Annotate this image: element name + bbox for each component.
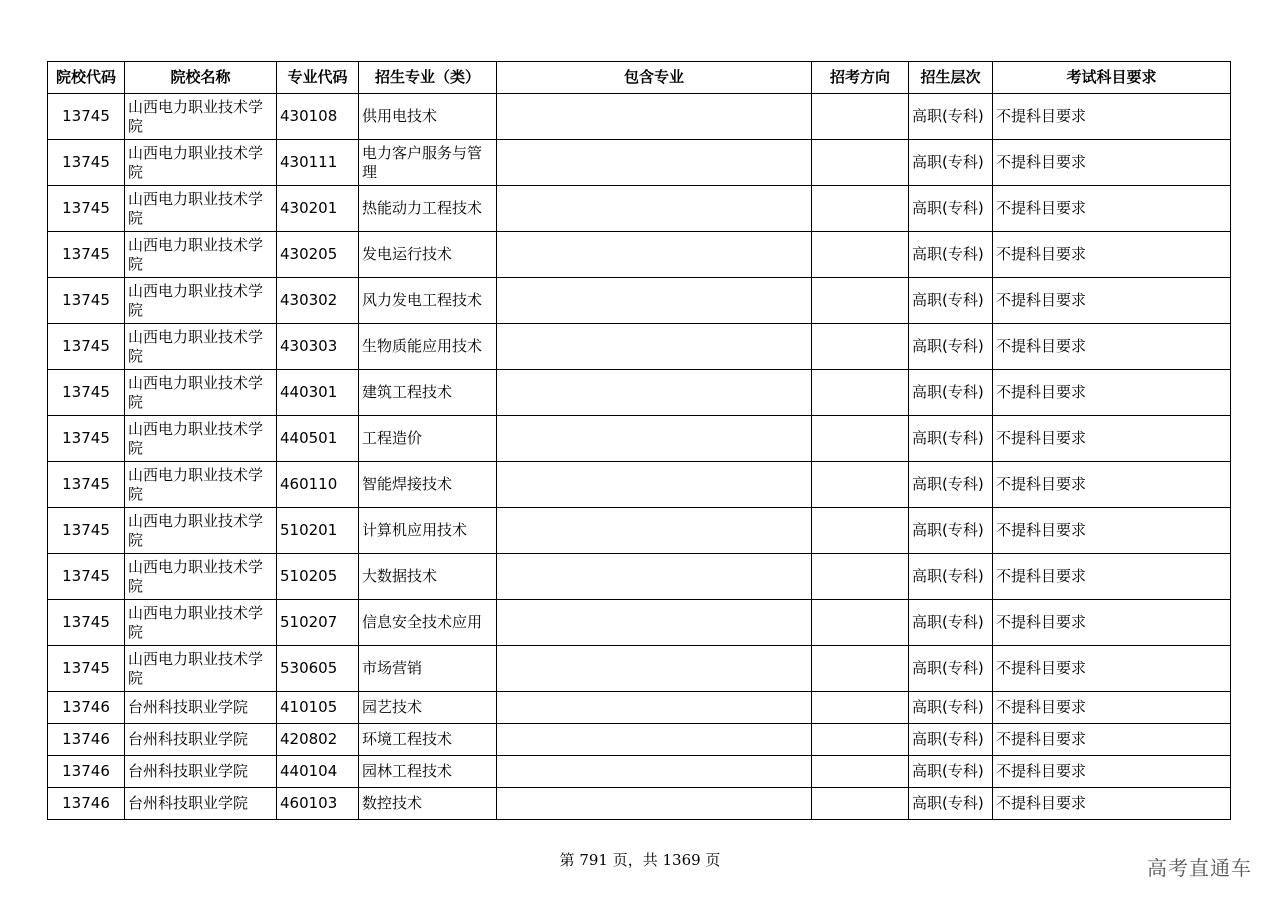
header-direction: 招考方向 [812, 62, 909, 94]
cell-school-name: 山西电力职业技术学院 [125, 370, 277, 416]
cell-direction [812, 94, 909, 140]
cell-school-name: 台州科技职业学院 [125, 788, 277, 820]
cell-school-code: 13745 [48, 462, 125, 508]
cell-major-code: 440301 [277, 370, 359, 416]
cell-school-name: 台州科技职业学院 [125, 756, 277, 788]
cell-school-code: 13745 [48, 554, 125, 600]
page-number: 第 791 页，共 1369 页 [559, 851, 721, 869]
cell-included-majors [497, 508, 812, 554]
cell-school-code: 13746 [48, 788, 125, 820]
table-row [48, 232, 1231, 278]
cell-requirement: 不提科目要求 [993, 462, 1231, 508]
cell-included-majors [497, 724, 812, 756]
table-row [48, 186, 1231, 232]
table-row [48, 646, 1231, 692]
cell-included-majors [497, 554, 812, 600]
cell-major-code: 510201 [277, 508, 359, 554]
table-row [48, 508, 1231, 554]
cell-included-majors [497, 324, 812, 370]
cell-school-code: 13745 [48, 278, 125, 324]
cell-level: 高职(专科) [909, 140, 993, 186]
cell-major: 供用电技术 [359, 94, 497, 140]
cell-direction [812, 232, 909, 278]
header-row [48, 62, 1231, 94]
cell-level: 高职(专科) [909, 600, 993, 646]
admissions-table [47, 61, 1231, 820]
cell-major-code: 430111 [277, 140, 359, 186]
cell-major: 电力客户服务与管理 [359, 140, 497, 186]
cell-direction [812, 278, 909, 324]
table-row [48, 140, 1231, 186]
cell-major: 建筑工程技术 [359, 370, 497, 416]
cell-school-code: 13746 [48, 724, 125, 756]
cell-included-majors [497, 416, 812, 462]
header-school-code: 院校代码 [48, 62, 125, 94]
table-row [48, 416, 1231, 462]
cell-requirement: 不提科目要求 [993, 646, 1231, 692]
cell-major-code: 530605 [277, 646, 359, 692]
watermark: 高考直通车 [1147, 856, 1252, 880]
cell-school-name: 山西电力职业技术学院 [125, 554, 277, 600]
cell-requirement: 不提科目要求 [993, 600, 1231, 646]
cell-included-majors [497, 756, 812, 788]
cell-included-majors [497, 140, 812, 186]
cell-included-majors [497, 94, 812, 140]
header-requirement: 考试科目要求 [993, 62, 1231, 94]
cell-requirement: 不提科目要求 [993, 724, 1231, 756]
cell-direction [812, 508, 909, 554]
cell-school-code: 13745 [48, 646, 125, 692]
cell-direction [812, 600, 909, 646]
cell-major-code: 510205 [277, 554, 359, 600]
cell-direction [812, 324, 909, 370]
cell-major-code: 430108 [277, 94, 359, 140]
cell-major-code: 460110 [277, 462, 359, 508]
cell-included-majors [497, 788, 812, 820]
cell-level: 高职(专科) [909, 788, 993, 820]
cell-school-code: 13745 [48, 232, 125, 278]
cell-requirement: 不提科目要求 [993, 140, 1231, 186]
cell-school-code: 13745 [48, 370, 125, 416]
cell-school-name: 山西电力职业技术学院 [125, 278, 277, 324]
cell-school-code: 13745 [48, 186, 125, 232]
cell-level: 高职(专科) [909, 416, 993, 462]
cell-major: 热能动力工程技术 [359, 186, 497, 232]
cell-level: 高职(专科) [909, 462, 993, 508]
header-major: 招生专业（类） [359, 62, 497, 94]
cell-level: 高职(专科) [909, 278, 993, 324]
cell-included-majors [497, 462, 812, 508]
cell-included-majors [497, 186, 812, 232]
cell-school-name: 山西电力职业技术学院 [125, 94, 277, 140]
cell-level: 高职(专科) [909, 646, 993, 692]
cell-major: 环境工程技术 [359, 724, 497, 756]
cell-requirement: 不提科目要求 [993, 232, 1231, 278]
cell-major-code: 430302 [277, 278, 359, 324]
cell-included-majors [497, 646, 812, 692]
cell-school-code: 13745 [48, 508, 125, 554]
cell-school-code: 13746 [48, 692, 125, 724]
header-included-majors: 包含专业 [497, 62, 812, 94]
cell-major: 信息安全技术应用 [359, 600, 497, 646]
header-level: 招生层次 [909, 62, 993, 94]
cell-major-code: 460103 [277, 788, 359, 820]
cell-requirement: 不提科目要求 [993, 94, 1231, 140]
cell-level: 高职(专科) [909, 756, 993, 788]
cell-major-code: 510207 [277, 600, 359, 646]
cell-major-code: 420802 [277, 724, 359, 756]
cell-major-code: 430201 [277, 186, 359, 232]
cell-included-majors [497, 370, 812, 416]
cell-major: 大数据技术 [359, 554, 497, 600]
cell-major-code: 440104 [277, 756, 359, 788]
cell-school-name: 山西电力职业技术学院 [125, 646, 277, 692]
cell-direction [812, 646, 909, 692]
cell-included-majors [497, 692, 812, 724]
cell-school-name: 山西电力职业技术学院 [125, 416, 277, 462]
cell-school-code: 13746 [48, 756, 125, 788]
table-row [48, 600, 1231, 646]
cell-direction [812, 186, 909, 232]
cell-direction [812, 416, 909, 462]
cell-requirement: 不提科目要求 [993, 416, 1231, 462]
table-row [48, 788, 1231, 820]
cell-major: 发电运行技术 [359, 232, 497, 278]
cell-requirement: 不提科目要求 [993, 692, 1231, 724]
table-row [48, 692, 1231, 724]
cell-major: 数控技术 [359, 788, 497, 820]
cell-requirement: 不提科目要求 [993, 756, 1231, 788]
cell-school-name: 山西电力职业技术学院 [125, 324, 277, 370]
cell-school-name: 山西电力职业技术学院 [125, 462, 277, 508]
cell-direction [812, 140, 909, 186]
cell-major: 园艺技术 [359, 692, 497, 724]
cell-major: 智能焊接技术 [359, 462, 497, 508]
table-row [48, 462, 1231, 508]
cell-school-name: 台州科技职业学院 [125, 692, 277, 724]
cell-level: 高职(专科) [909, 692, 993, 724]
cell-school-name: 台州科技职业学院 [125, 724, 277, 756]
cell-major-code: 430303 [277, 324, 359, 370]
table-row [48, 324, 1231, 370]
header-major-code: 专业代码 [277, 62, 359, 94]
cell-level: 高职(专科) [909, 232, 993, 278]
cell-level: 高职(专科) [909, 186, 993, 232]
cell-major-code: 440501 [277, 416, 359, 462]
cell-school-code: 13745 [48, 600, 125, 646]
cell-direction [812, 462, 909, 508]
cell-school-code: 13745 [48, 416, 125, 462]
cell-school-name: 山西电力职业技术学院 [125, 232, 277, 278]
cell-direction [812, 692, 909, 724]
cell-level: 高职(专科) [909, 724, 993, 756]
cell-requirement: 不提科目要求 [993, 324, 1231, 370]
cell-major-code: 410105 [277, 692, 359, 724]
cell-included-majors [497, 232, 812, 278]
cell-direction [812, 370, 909, 416]
cell-included-majors [497, 600, 812, 646]
cell-requirement: 不提科目要求 [993, 186, 1231, 232]
cell-direction [812, 788, 909, 820]
cell-school-code: 13745 [48, 324, 125, 370]
table-row [48, 278, 1231, 324]
cell-school-code: 13745 [48, 140, 125, 186]
cell-school-code: 13745 [48, 94, 125, 140]
cell-major: 计算机应用技术 [359, 508, 497, 554]
cell-direction [812, 554, 909, 600]
cell-major: 风力发电工程技术 [359, 278, 497, 324]
cell-level: 高职(专科) [909, 94, 993, 140]
cell-requirement: 不提科目要求 [993, 554, 1231, 600]
cell-major: 工程造价 [359, 416, 497, 462]
cell-school-name: 山西电力职业技术学院 [125, 140, 277, 186]
cell-direction [812, 756, 909, 788]
cell-requirement: 不提科目要求 [993, 278, 1231, 324]
table-row [48, 370, 1231, 416]
table-body [48, 94, 1231, 820]
cell-requirement: 不提科目要求 [993, 370, 1231, 416]
cell-major-code: 430205 [277, 232, 359, 278]
cell-level: 高职(专科) [909, 508, 993, 554]
cell-level: 高职(专科) [909, 324, 993, 370]
table-row [48, 94, 1231, 140]
cell-included-majors [497, 278, 812, 324]
cell-requirement: 不提科目要求 [993, 788, 1231, 820]
cell-school-name: 山西电力职业技术学院 [125, 508, 277, 554]
table-row [48, 724, 1231, 756]
cell-direction [812, 724, 909, 756]
cell-level: 高职(专科) [909, 554, 993, 600]
cell-major: 园林工程技术 [359, 756, 497, 788]
header-school-name: 院校名称 [125, 62, 277, 94]
table-row [48, 756, 1231, 788]
cell-level: 高职(专科) [909, 370, 993, 416]
table-row [48, 554, 1231, 600]
cell-school-name: 山西电力职业技术学院 [125, 600, 277, 646]
cell-major: 市场营销 [359, 646, 497, 692]
cell-school-name: 山西电力职业技术学院 [125, 186, 277, 232]
cell-requirement: 不提科目要求 [993, 508, 1231, 554]
cell-major: 生物质能应用技术 [359, 324, 497, 370]
